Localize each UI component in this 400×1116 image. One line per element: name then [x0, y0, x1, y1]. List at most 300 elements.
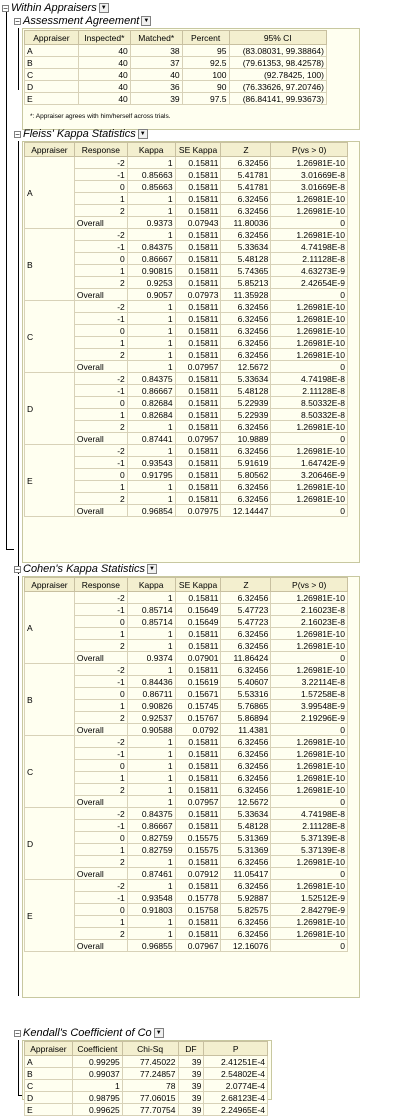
table-cell: 0.15811 — [175, 169, 221, 181]
table-cell: 0.15811 — [175, 736, 221, 748]
table-cell: 6.32456 — [221, 301, 271, 313]
table-cell: 1 — [127, 664, 175, 676]
table-cell: -1 — [74, 241, 127, 253]
table-cell: 11.4381 — [221, 724, 271, 736]
table-cell: 1.26981E-10 — [271, 784, 348, 796]
table-cell: -2 — [74, 445, 127, 457]
column-header: DF — [178, 1042, 204, 1056]
table-cell: 40 — [78, 93, 130, 105]
table-cell: 0.96855 — [127, 940, 175, 952]
table-cell: 0.15575 — [175, 844, 221, 856]
column-header: Appraiser — [25, 1042, 73, 1056]
table-cell: 6.32456 — [221, 325, 271, 337]
table-cell: 0.07973 — [175, 289, 221, 301]
table-cell: 1.26981E-10 — [271, 856, 348, 868]
table-row — [25, 1068, 268, 1080]
table-cell: 0.15811 — [175, 421, 221, 433]
table-cell: 0.0792 — [175, 724, 221, 736]
table-cell: 0.85663 — [127, 169, 175, 181]
table-cell: 0.15811 — [175, 469, 221, 481]
table-cell: -2 — [74, 808, 127, 820]
table-cell: 1 — [74, 265, 127, 277]
table-cell: 0.87441 — [127, 433, 175, 445]
table-cell: 0.84375 — [127, 808, 175, 820]
table-cell: Overall — [74, 940, 127, 952]
assessment-agreement-table — [24, 30, 327, 105]
table-cell: 1.26981E-10 — [271, 157, 348, 169]
table-cell: 1 — [127, 421, 175, 433]
table-cell: 0.07957 — [175, 796, 221, 808]
table-cell: 0.15811 — [175, 157, 221, 169]
table-cell: 1 — [127, 796, 175, 808]
table-cell: 12.5672 — [221, 361, 271, 373]
table-cell: 0.82759 — [127, 844, 175, 856]
table-cell: 1.26981E-10 — [271, 628, 348, 640]
table-cell: Overall — [74, 289, 127, 301]
table-cell: 0.07957 — [175, 361, 221, 373]
table-cell: 0.87461 — [127, 868, 175, 880]
table-cell: 97.5 — [182, 93, 229, 105]
kendall-table — [24, 1041, 268, 1116]
table-cell: 2.11128E-8 — [271, 385, 348, 397]
table-row — [25, 445, 348, 457]
table-cell: 1 — [127, 349, 175, 361]
table-row — [25, 69, 327, 81]
table-cell: 40 — [78, 57, 130, 69]
table-cell: 40 — [78, 69, 130, 81]
table-cell: 1 — [127, 640, 175, 652]
table-cell: 77.24857 — [122, 1068, 178, 1080]
table-cell: 0 — [74, 397, 127, 409]
appraiser-cell: C — [25, 301, 75, 373]
table-row — [25, 880, 348, 892]
table-cell: 0.15811 — [175, 253, 221, 265]
table-cell: D — [25, 1092, 73, 1104]
table-cell: 0.15811 — [175, 808, 221, 820]
collapse-icon[interactable]: − — [15, 564, 20, 574]
fleiss-kappa-title: Fleiss' Kappa Statistics — [23, 128, 136, 140]
table-cell: 0.99625 — [72, 1104, 122, 1116]
table-cell: 1 — [127, 301, 175, 313]
table-cell: Overall — [74, 361, 127, 373]
table-cell: Overall — [74, 217, 127, 229]
table-cell: 2 — [74, 349, 127, 361]
table-cell: 12.16076 — [221, 940, 271, 952]
table-cell: 1 — [127, 928, 175, 940]
table-cell: 1.26981E-10 — [271, 592, 348, 604]
appraiser-cell: A — [25, 592, 75, 664]
table-cell: 0.15811 — [175, 325, 221, 337]
table-cell: -2 — [74, 229, 127, 241]
table-cell: (83.08031, 99.38864) — [229, 45, 326, 57]
table-cell: 1 — [127, 880, 175, 892]
table-cell: 0.84436 — [127, 676, 175, 688]
table-cell: 5.76865 — [221, 700, 271, 712]
table-cell: 0.90588 — [127, 724, 175, 736]
table-cell: 0.9057 — [127, 289, 175, 301]
table-cell: 37 — [130, 57, 182, 69]
table-cell: B — [25, 1068, 73, 1080]
table-cell: 1 — [127, 205, 175, 217]
table-cell: 5.31369 — [221, 832, 271, 844]
table-cell: 1 — [127, 628, 175, 640]
table-cell: 0.90815 — [127, 265, 175, 277]
table-cell: 1.26981E-10 — [271, 481, 348, 493]
table-cell: 5.41781 — [221, 181, 271, 193]
table-cell: 0.15811 — [175, 664, 221, 676]
table-cell: 0.15811 — [175, 916, 221, 928]
table-cell: 1 — [127, 856, 175, 868]
table-cell: 0.92537 — [127, 712, 175, 724]
appraiser-cell: D — [25, 808, 75, 880]
table-cell: Overall — [74, 724, 127, 736]
table-cell: -2 — [74, 664, 127, 676]
table-cell: A — [25, 1056, 73, 1068]
column-header: 95% CI — [229, 31, 326, 45]
table-cell: 1 — [74, 409, 127, 421]
appraiser-cell: E — [25, 445, 75, 517]
table-cell: 1.26981E-10 — [271, 445, 348, 457]
table-cell: 0.86667 — [127, 253, 175, 265]
table-row — [25, 1056, 268, 1068]
table-cell: 1 — [74, 628, 127, 640]
table-cell: 6.32456 — [221, 193, 271, 205]
table-cell: 2 — [74, 712, 127, 724]
table-cell: -1 — [74, 457, 127, 469]
column-header: P(vs > 0) — [271, 578, 348, 592]
appraiser-cell: B — [25, 229, 75, 301]
table-cell: 1 — [72, 1080, 122, 1092]
table-cell: 0 — [271, 289, 348, 301]
table-row — [25, 373, 348, 385]
table-cell: 6.32456 — [221, 337, 271, 349]
table-cell: 6.32456 — [221, 481, 271, 493]
dropdown-arrow-icon[interactable]: ▼ — [147, 564, 157, 574]
table-cell: 1 — [127, 193, 175, 205]
table-cell: 5.53316 — [221, 688, 271, 700]
table-cell: 1 — [74, 481, 127, 493]
table-cell: 1 — [74, 772, 127, 784]
table-cell: 2.19296E-9 — [271, 712, 348, 724]
table-cell: 0.90826 — [127, 700, 175, 712]
appraiser-cell: E — [25, 880, 75, 952]
table-cell: 77.06015 — [122, 1092, 178, 1104]
table-cell: 0.15811 — [175, 337, 221, 349]
table-cell: 5.86894 — [221, 712, 271, 724]
tree-connector-assessment — [18, 28, 19, 90]
table-cell: 5.48128 — [221, 253, 271, 265]
collapse-icon[interactable]: − — [15, 129, 20, 139]
table-cell: 4.74198E-8 — [271, 373, 348, 385]
table-cell: 1 — [127, 325, 175, 337]
table-cell: 90 — [182, 81, 229, 93]
table-cell: D — [25, 81, 79, 93]
table-cell: 1.26981E-10 — [271, 880, 348, 892]
table-cell: 0 — [74, 469, 127, 481]
table-cell: 0.85663 — [127, 181, 175, 193]
table-cell: 1.26981E-10 — [271, 229, 348, 241]
table-cell: 2 — [74, 421, 127, 433]
table-cell: 2 — [74, 205, 127, 217]
table-cell: 38 — [130, 45, 182, 57]
table-cell: E — [25, 93, 79, 105]
table-cell: 1.57258E-8 — [271, 688, 348, 700]
table-cell: -2 — [74, 880, 127, 892]
table-cell: 2.68123E-4 — [204, 1092, 268, 1104]
column-header: Z — [221, 143, 271, 157]
table-cell: 0.15811 — [175, 397, 221, 409]
table-cell: 1 — [127, 493, 175, 505]
table-cell: -1 — [74, 313, 127, 325]
column-header: P — [204, 1042, 268, 1056]
table-cell: 39 — [178, 1080, 204, 1092]
table-cell: 1 — [127, 481, 175, 493]
table-cell: 2.84279E-9 — [271, 904, 348, 916]
table-cell: 0 — [271, 433, 348, 445]
table-row — [25, 664, 348, 676]
table-cell: 0.86667 — [127, 385, 175, 397]
table-cell: 0.15811 — [175, 481, 221, 493]
table-cell: 6.32456 — [221, 880, 271, 892]
table-cell: (79.61353, 98.42578) — [229, 57, 326, 69]
column-header: Response — [74, 143, 127, 157]
table-cell: 0.93548 — [127, 892, 175, 904]
table-cell: -1 — [74, 604, 127, 616]
table-cell: 12.14447 — [221, 505, 271, 517]
column-header: Percent — [182, 31, 229, 45]
table-cell: B — [25, 57, 79, 69]
table-cell: 1 — [127, 361, 175, 373]
table-row — [25, 229, 348, 241]
table-cell: C — [25, 69, 79, 81]
table-cell: 6.32456 — [221, 772, 271, 784]
table-cell: 0.15811 — [175, 760, 221, 772]
table-cell: Overall — [74, 652, 127, 664]
table-cell: 2.54802E-4 — [204, 1068, 268, 1080]
table-cell: 6.32456 — [221, 640, 271, 652]
table-cell: -2 — [74, 373, 127, 385]
table-cell: 5.47723 — [221, 604, 271, 616]
table-cell: 0 — [74, 832, 127, 844]
table-cell: 0 — [271, 361, 348, 373]
table-cell: 0.07943 — [175, 217, 221, 229]
table-cell: -1 — [74, 820, 127, 832]
table-cell: 5.37139E-8 — [271, 832, 348, 844]
table-cell: 1.26981E-10 — [271, 205, 348, 217]
table-cell: 0.9373 — [127, 217, 175, 229]
table-cell: 1.26981E-10 — [271, 916, 348, 928]
table-cell: 1 — [127, 337, 175, 349]
table-cell: 0 — [74, 760, 127, 772]
collapse-icon[interactable]: − — [3, 3, 8, 13]
table-cell: 1.26981E-10 — [271, 928, 348, 940]
dropdown-arrow-icon[interactable]: ▼ — [154, 1028, 164, 1038]
table-cell: 1 — [127, 157, 175, 169]
kendall-title: Kendall's Coefficient of Co — [23, 1027, 152, 1039]
table-cell: 0.15649 — [175, 616, 221, 628]
table-cell: 0.15811 — [175, 385, 221, 397]
table-cell: 1.26981E-10 — [271, 664, 348, 676]
table-cell: 6.32456 — [221, 760, 271, 772]
table-cell: 0.15811 — [175, 592, 221, 604]
table-cell: 0.15811 — [175, 820, 221, 832]
column-header: Coefficient — [72, 1042, 122, 1056]
table-cell: 2.16023E-8 — [271, 616, 348, 628]
table-cell: 0.15811 — [175, 772, 221, 784]
table-cell: -2 — [74, 736, 127, 748]
table-cell: E — [25, 1104, 73, 1116]
table-cell: 0.86711 — [127, 688, 175, 700]
table-cell: 0 — [74, 253, 127, 265]
table-cell: 1 — [74, 193, 127, 205]
table-cell: 0.98795 — [72, 1092, 122, 1104]
table-cell: 0.15811 — [175, 373, 221, 385]
table-cell: 6.32456 — [221, 229, 271, 241]
table-cell: 0.15811 — [175, 880, 221, 892]
table-cell: 1 — [74, 337, 127, 349]
dropdown-arrow-icon[interactable]: ▼ — [99, 3, 109, 13]
table-cell: 0 — [74, 688, 127, 700]
table-row — [25, 45, 327, 57]
table-cell: 0.15811 — [175, 205, 221, 217]
table-cell: Overall — [74, 796, 127, 808]
table-cell: A — [25, 45, 79, 57]
table-cell: 0.99037 — [72, 1068, 122, 1080]
table-cell: 6.32456 — [221, 493, 271, 505]
table-cell: 39 — [178, 1104, 204, 1116]
table-cell: 0.99295 — [72, 1056, 122, 1068]
table-cell: 0.15811 — [175, 265, 221, 277]
table-cell: 0.15811 — [175, 445, 221, 457]
table-cell: 10.9889 — [221, 433, 271, 445]
table-cell: 3.20646E-9 — [271, 469, 348, 481]
table-cell: 2.11128E-8 — [271, 253, 348, 265]
table-cell: 6.32456 — [221, 349, 271, 361]
table-cell: 2.0774E-4 — [204, 1080, 268, 1092]
table-cell: 6.32456 — [221, 748, 271, 760]
table-cell: 5.37139E-8 — [271, 844, 348, 856]
table-cell: 0.15811 — [175, 313, 221, 325]
column-header: Kappa — [127, 578, 175, 592]
assessment-agreement-title: Assessment Agreement — [23, 15, 140, 27]
column-header: SE Kappa — [175, 578, 221, 592]
collapse-icon[interactable]: − — [15, 1028, 20, 1038]
table-cell: 0 — [271, 505, 348, 517]
table-cell: 0.15811 — [175, 856, 221, 868]
table-cell: 5.40607 — [221, 676, 271, 688]
column-header: Appraiser — [25, 31, 79, 45]
table-cell: 0.84375 — [127, 373, 175, 385]
table-cell: 36 — [130, 81, 182, 93]
cohen-kappa-title: Cohen's Kappa Statistics — [23, 563, 145, 575]
appraiser-cell: B — [25, 664, 75, 736]
table-cell: 4.74198E-8 — [271, 808, 348, 820]
table-cell: 1 — [127, 916, 175, 928]
table-cell: -1 — [74, 676, 127, 688]
table-cell: 8.50332E-8 — [271, 409, 348, 421]
column-header: Chi-Sq — [122, 1042, 178, 1056]
table-cell: 6.32456 — [221, 928, 271, 940]
table-cell: 6.32456 — [221, 445, 271, 457]
table-cell: 92.5 — [182, 57, 229, 69]
table-cell: 1.26981E-10 — [271, 337, 348, 349]
table-cell: 1.26981E-10 — [271, 325, 348, 337]
table-cell: (76.33626, 97.20746) — [229, 81, 326, 93]
table-cell: 0.15811 — [175, 640, 221, 652]
table-cell: 5.33634 — [221, 373, 271, 385]
table-cell: 0.15649 — [175, 604, 221, 616]
table-cell: 1 — [127, 772, 175, 784]
column-header: Matched* — [130, 31, 182, 45]
table-cell: 1.26981E-10 — [271, 349, 348, 361]
table-cell: 0.15811 — [175, 301, 221, 313]
table-cell: 5.22939 — [221, 397, 271, 409]
table-cell: 0.15811 — [175, 229, 221, 241]
table-cell: 0 — [271, 796, 348, 808]
table-cell: 0.15811 — [175, 241, 221, 253]
assessment-footnote: *: Appraiser agrees with him/herself across trials. — [30, 113, 171, 120]
table-cell: 2.42654E-9 — [271, 277, 348, 289]
table-cell: 39 — [178, 1056, 204, 1068]
table-cell: 0 — [74, 616, 127, 628]
table-cell: Overall — [74, 433, 127, 445]
table-cell: 0.85714 — [127, 616, 175, 628]
table-cell: 3.01669E-8 — [271, 169, 348, 181]
table-cell: 5.82575 — [221, 904, 271, 916]
dropdown-arrow-icon[interactable]: ▼ — [138, 129, 148, 139]
table-cell: 6.32456 — [221, 784, 271, 796]
table-cell: 0.15811 — [175, 193, 221, 205]
table-cell: 0.15575 — [175, 832, 221, 844]
table-cell: 6.32456 — [221, 157, 271, 169]
table-cell: 0.15811 — [175, 349, 221, 361]
table-cell: 77.45022 — [122, 1056, 178, 1068]
table-cell: 0.86667 — [127, 820, 175, 832]
table-cell: 0 — [271, 217, 348, 229]
dropdown-arrow-icon[interactable]: ▼ — [141, 16, 151, 26]
table-cell: 0.96854 — [127, 505, 175, 517]
table-cell: 0.93543 — [127, 457, 175, 469]
column-header: Z — [221, 578, 271, 592]
table-cell: 0.15619 — [175, 676, 221, 688]
collapse-icon[interactable]: − — [15, 16, 20, 26]
table-row — [25, 57, 327, 69]
table-cell: 2 — [74, 640, 127, 652]
table-cell: 0.15811 — [175, 748, 221, 760]
table-cell: 0.9374 — [127, 652, 175, 664]
table-cell: 1 — [74, 916, 127, 928]
table-cell: 1.64742E-9 — [271, 457, 348, 469]
table-cell: 6.32456 — [221, 313, 271, 325]
table-row — [25, 301, 348, 313]
table-cell: 1 — [127, 760, 175, 772]
table-cell: 0.15767 — [175, 712, 221, 724]
table-cell: 0.85714 — [127, 604, 175, 616]
table-cell: -1 — [74, 892, 127, 904]
table-cell: 40 — [78, 45, 130, 57]
column-header: Response — [74, 578, 127, 592]
table-cell: 0.15811 — [175, 493, 221, 505]
tree-connector-cohen — [18, 576, 19, 996]
table-cell: 0 — [74, 181, 127, 193]
table-cell: 2 — [74, 277, 127, 289]
table-cell: 6.32456 — [221, 421, 271, 433]
table-cell: 1.26981E-10 — [271, 772, 348, 784]
table-cell: C — [25, 1080, 73, 1092]
table-cell: 8.50332E-8 — [271, 397, 348, 409]
table-cell: 0.07967 — [175, 940, 221, 952]
table-cell: 1.26981E-10 — [271, 640, 348, 652]
